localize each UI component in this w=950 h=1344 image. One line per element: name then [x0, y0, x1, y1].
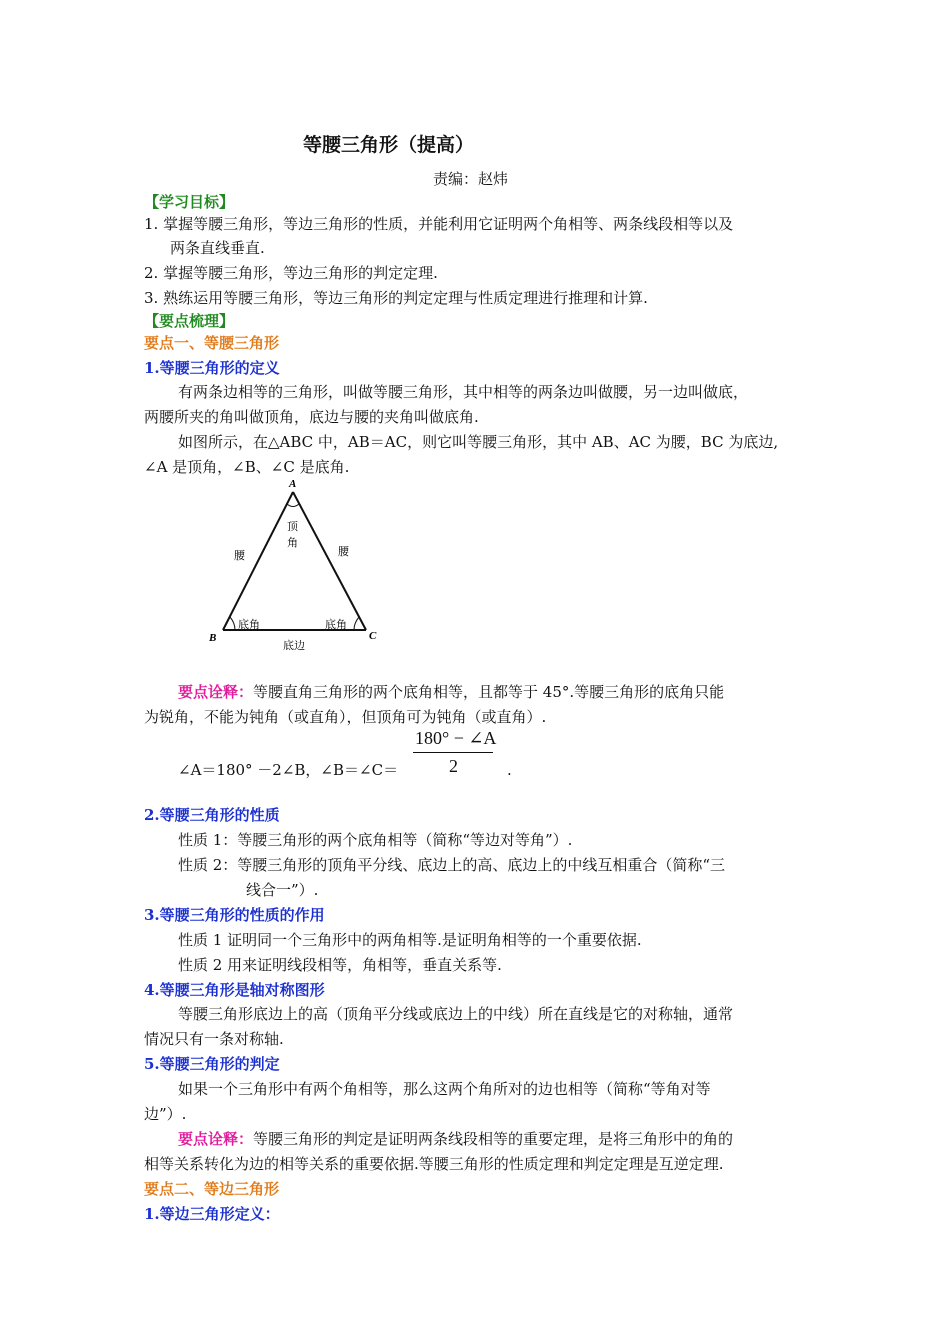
right-leg-label: 腰	[338, 545, 349, 558]
points-header: 【要点梳理】	[144, 312, 235, 330]
goal-1: 1. 掌握等腰三角形，等边三角形的性质，并能利用它证明两个角相等、两条线段相等以及	[144, 215, 734, 233]
property-1: 性质 1：等腰三角形的两个底角相等（简称“等边对等角”）.	[178, 831, 573, 849]
point-2-header: 要点二、等边三角形	[144, 1180, 280, 1198]
formula-prefix: ∠A＝180° －2∠B，∠B＝∠C＝	[178, 761, 399, 779]
left-base-angle-label: 底角	[238, 618, 260, 631]
subsection-4-title: 4.等腰三角形是轴对称图形	[144, 981, 325, 999]
base-label: 底边	[283, 639, 305, 652]
left-leg-label: 腰	[234, 549, 245, 562]
vertex-a-label: A	[289, 478, 297, 490]
property-2-line-1: 性质 2：等腰三角形的顶角平分线、底边上的高、底边上的中线互相重合（简称“三	[178, 856, 725, 874]
goals-header: 【学习目标】	[144, 193, 235, 211]
right-leg-line	[293, 492, 366, 630]
figure-desc-line-2: ∠A 是顶角，∠B、∠C 是底角.	[144, 458, 350, 476]
vertex-b-label: B	[209, 632, 217, 644]
point-1-header: 要点一、等腰三角形	[144, 334, 280, 352]
judgement-line-1: 如果一个三角形中有两个角相等，那么这两个角所对的边也相等（简称“等角对等	[178, 1080, 711, 1098]
page-title: 等腰三角形（提高）	[303, 134, 475, 156]
note-1-label: 要点诠释：	[178, 683, 254, 701]
apex-label-1: 顶	[287, 520, 298, 533]
apex-label-2: 角	[287, 536, 298, 549]
left-base-angle-arc	[230, 617, 235, 630]
note-2-line-2: 相等关系转化为边的相等关系的重要依据.等腰三角形的性质定理和判定定理是互逆定理.	[144, 1155, 724, 1173]
figure-desc-line-1: 如图所示，在△ABC 中，AB＝AC，则它叫等腰三角形，其中 AB、AC 为腰，BC 为底边,	[178, 433, 779, 451]
axis-line-1: 等腰三角形底边上的高（顶角平分线或底边上的中线）所在直线是它的对称轴，通常	[178, 1005, 734, 1023]
subsection-1-title: 1.等腰三角形的定义	[144, 359, 280, 377]
usage-2: 性质 2 用来证明线段相等，角相等，垂直关系等.	[178, 956, 502, 974]
vertex-c-label: C	[369, 630, 377, 642]
axis-line-2: 情况只有一条对称轴.	[144, 1030, 284, 1048]
definition-line-2: 两腰所夹的角叫做顶角，底边与腰的夹角叫做底角.	[144, 408, 479, 426]
right-base-angle-label: 底角	[325, 618, 347, 631]
note-2-text: 等腰三角形的判定是证明两条线段相等的重要定理，是将三角形中的角的	[253, 1130, 734, 1148]
apex-angle-arc	[287, 504, 299, 507]
isosceles-triangle-figure	[205, 478, 390, 653]
subsection-3-title: 3.等腰三角形的性质的作用	[144, 906, 325, 924]
fraction-bar	[413, 752, 493, 753]
subsection-6-title: 1.等边三角形定义：	[144, 1205, 280, 1223]
judgement-line-2: 边”）.	[144, 1105, 187, 1123]
formula-numerator: 180° − ∠A	[415, 728, 497, 748]
goal-3: 3. 熟练运用等腰三角形，等边三角形的判定定理与性质定理进行推理和计算.	[144, 289, 648, 307]
note-2-line-1	[178, 1129, 733, 1149]
usage-1: 性质 1 证明同一个三角形中的两角相等.是证明角相等的一个重要依据.	[178, 931, 642, 949]
subsection-2-title: 2.等腰三角形的性质	[144, 806, 280, 824]
author-line: 责编：赵炜	[433, 170, 509, 188]
note-1-line-2: 为锐角，不能为钝角（或直角），但顶角可为钝角（或直角）.	[144, 708, 547, 726]
subsection-5-title: 5.等腰三角形的判定	[144, 1055, 280, 1073]
note-1-line-1	[178, 682, 724, 702]
definition-line-1: 有两条边相等的三角形，叫做等腰三角形，其中相等的两条边叫做腰，另一边叫做底，	[178, 383, 749, 401]
formula-denominator: 2	[449, 756, 458, 776]
note-2-label: 要点诠释：	[178, 1130, 254, 1148]
goal-1-cont: 两条直线垂直.	[170, 239, 265, 257]
property-2-line-2: 线合一”）.	[246, 881, 319, 899]
note-1-text: 等腰直角三角形的两个底角相等，且都等于 45°.等腰三角形的底角只能	[253, 683, 725, 701]
right-base-angle-arc	[354, 617, 359, 630]
formula-suffix: .	[507, 761, 512, 779]
goal-2: 2. 掌握等腰三角形，等边三角形的判定定理.	[144, 264, 438, 282]
